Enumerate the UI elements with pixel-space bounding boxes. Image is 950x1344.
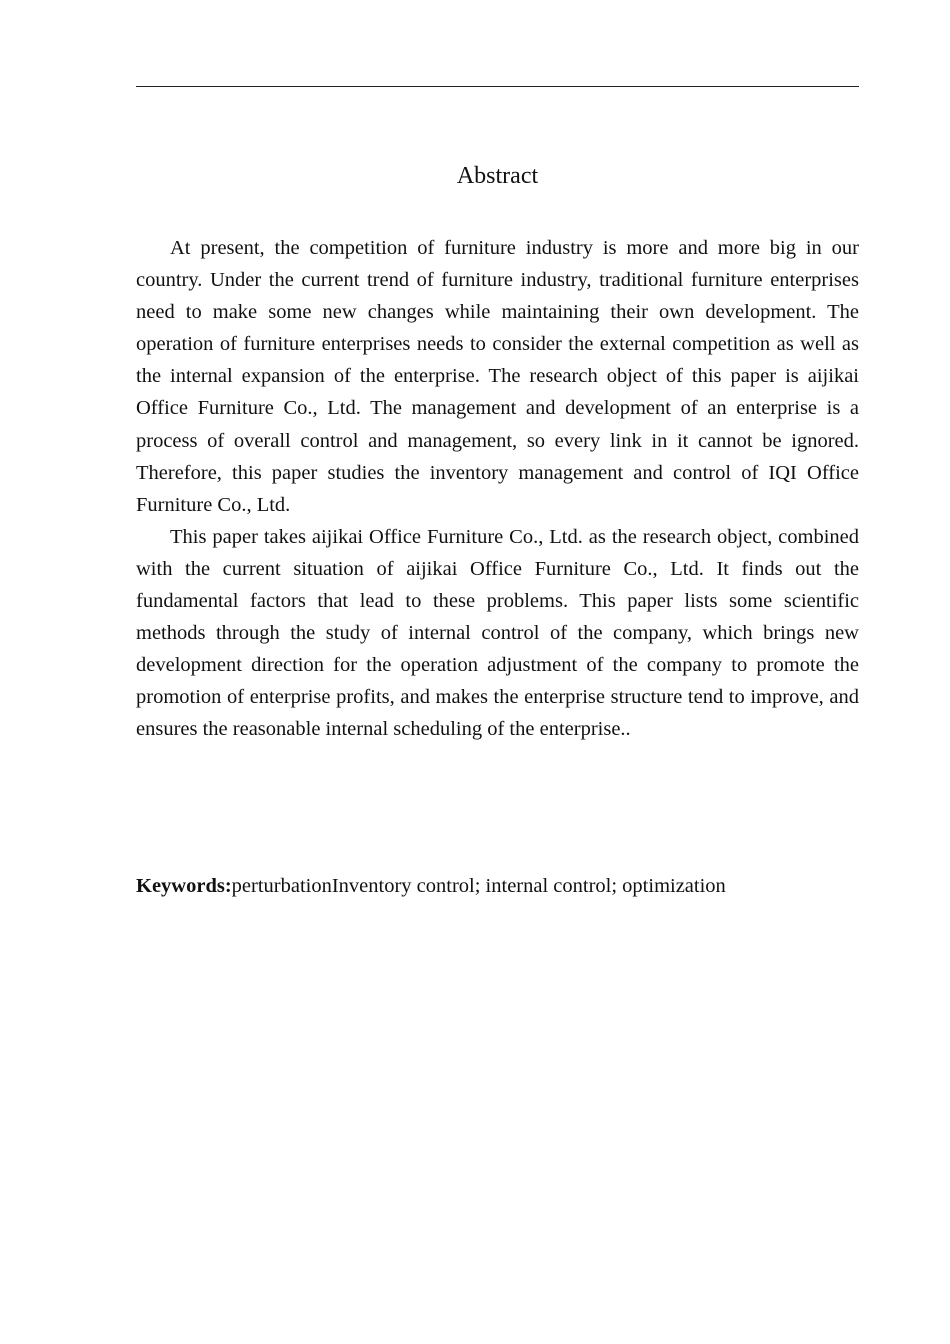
document-page [136, 0, 859, 1344]
abstract-body [136, 232, 859, 746]
keywords-text: perturbationInventory control; internal control; optimization [231, 875, 726, 897]
keywords-line [136, 870, 859, 902]
abstract-paragraph-2: This paper takes aijikai Office Furniture Co., Ltd. as the research object, combined with the current situation of aijikai Office Furniture Co., Ltd. It finds out the fundamental factors that lead to these problems. This paper lists some scientific methods through the study of internal control of the company, which brings new development direction for the operation adjustment of the company to promote the promotion of enterprise profits, and makes the enterprise structure tend to improve, and ensures the reasonable internal scheduling of the enterprise.. [136, 525, 859, 741]
abstract-title: Abstract [456, 163, 539, 189]
header-rule [136, 86, 859, 87]
keywords-label: Keywords: [136, 875, 232, 897]
abstract-paragraph-1: At present, the competition of furniture industry is more and more big in our country. Under the current trend of furniture industry, traditional furniture enterprises need to make some new changes while maintaining their own development. The operation of furniture enterprises needs to consider the external competition as well as the internal expansion of the enterprise. The research object of this paper is aijikai Office Furniture Co., Ltd. The management and development of an enterprise is a process of overall control and management, so every link in it cannot be ignored. Therefore, this paper studies the inventory management and control of IQI Office Furniture Co., Ltd. [136, 237, 859, 516]
